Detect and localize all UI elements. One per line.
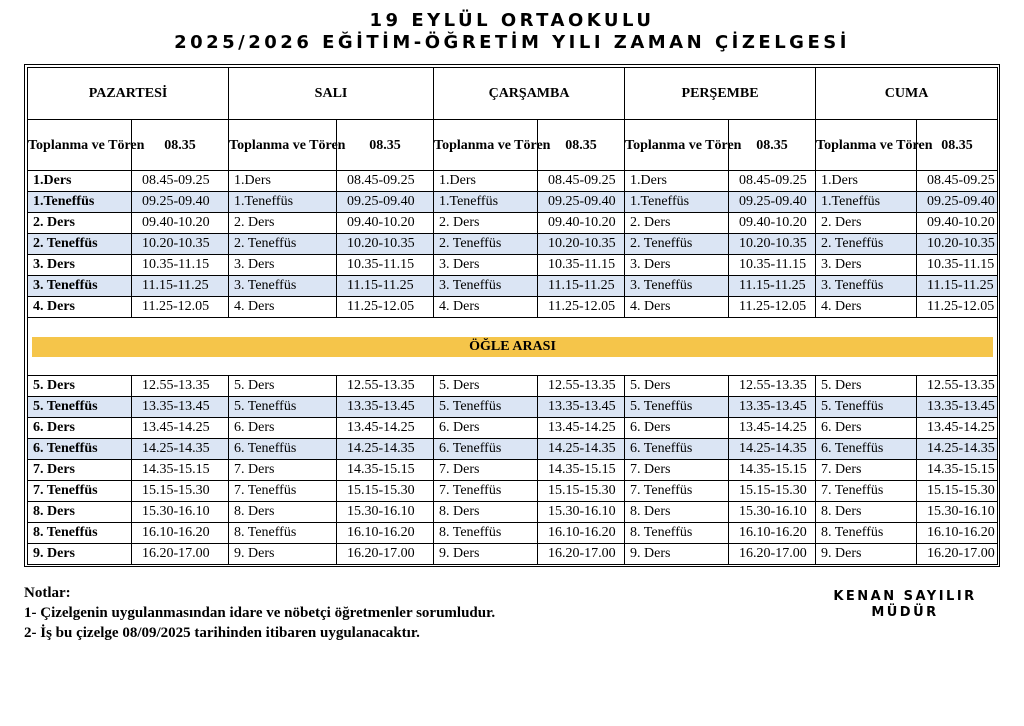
period-time: 08.45-09.25 (917, 171, 998, 192)
period-time: 09.25-09.40 (337, 192, 434, 213)
period-time: 16.20-17.00 (538, 544, 625, 565)
period-label: 7. Ders (816, 460, 917, 481)
period-label: 7. Teneffüs (434, 481, 538, 502)
period-time: 12.55-13.35 (132, 376, 229, 397)
period-label: 3. Teneffüs (28, 276, 132, 297)
period-label: 9. Ders (434, 544, 538, 565)
period-label: 8. Teneffüs (625, 523, 729, 544)
period-label: 7. Ders (434, 460, 538, 481)
period-time: 11.15-11.25 (132, 276, 229, 297)
period-label: 6. Teneffüs (434, 439, 538, 460)
table-row (28, 418, 998, 439)
period-label: 2. Ders (434, 213, 538, 234)
schedule-body (28, 68, 998, 565)
ceremony-time: 08.35 (538, 120, 625, 171)
period-time: 08.45-09.25 (132, 171, 229, 192)
period-time: 11.15-11.25 (917, 276, 998, 297)
period-time: 16.20-17.00 (729, 544, 816, 565)
period-label: 5. Teneffüs (625, 397, 729, 418)
period-time: 13.45-14.25 (538, 418, 625, 439)
table-row (28, 523, 998, 544)
table-row (28, 297, 998, 318)
period-label: 8. Teneffüs (816, 523, 917, 544)
period-label: 6. Ders (434, 418, 538, 439)
period-label: 1.Teneffüs (625, 192, 729, 213)
period-label: 3. Teneffüs (625, 276, 729, 297)
period-label: 4. Ders (816, 297, 917, 318)
period-label: 1.Ders (229, 171, 337, 192)
period-label: 3. Ders (434, 255, 538, 276)
signature-title: MÜDÜR (871, 605, 939, 620)
period-label: 7. Teneffüs (816, 481, 917, 502)
period-label: 8. Ders (229, 502, 337, 523)
period-label: 3. Ders (816, 255, 917, 276)
period-label: 1.Ders (434, 171, 538, 192)
ceremony-time: 08.35 (729, 120, 816, 171)
period-label: 8. Ders (28, 502, 132, 523)
period-label: 9. Ders (816, 544, 917, 565)
period-label: 4. Ders (625, 297, 729, 318)
period-time: 10.20-10.35 (729, 234, 816, 255)
period-time: 09.25-09.40 (538, 192, 625, 213)
period-time: 12.55-13.35 (729, 376, 816, 397)
table-row (28, 481, 998, 502)
period-time: 14.25-14.35 (917, 439, 998, 460)
table-row (28, 460, 998, 481)
ceremony-label: Toplanma ve Tören (229, 120, 337, 171)
period-time: 16.20-17.00 (917, 544, 998, 565)
period-label: 3. Ders (229, 255, 337, 276)
period-label: 4. Ders (434, 297, 538, 318)
period-label: 9. Ders (28, 544, 132, 565)
period-label: 3. Ders (625, 255, 729, 276)
ceremony-label: Toplanma ve Tören (28, 120, 132, 171)
period-label: 2. Ders (625, 213, 729, 234)
period-label: 6. Teneffüs (625, 439, 729, 460)
period-time: 08.45-09.25 (538, 171, 625, 192)
ceremony-row (28, 120, 998, 171)
table-row (28, 397, 998, 418)
period-label: 6. Teneffüs (28, 439, 132, 460)
period-time: 13.45-14.25 (337, 418, 434, 439)
period-time: 12.55-13.35 (538, 376, 625, 397)
period-label: 6. Ders (229, 418, 337, 439)
table-row (28, 376, 998, 397)
period-label: 2. Teneffüs (28, 234, 132, 255)
table-row (28, 234, 998, 255)
period-time: 10.20-10.35 (337, 234, 434, 255)
period-label: 6. Ders (28, 418, 132, 439)
period-label: 2. Ders (816, 213, 917, 234)
period-time: 14.35-15.15 (538, 460, 625, 481)
period-time: 11.25-12.05 (917, 297, 998, 318)
period-time: 09.25-09.40 (917, 192, 998, 213)
table-row (28, 502, 998, 523)
notes-block (24, 583, 495, 643)
period-label: 1.Teneffüs (816, 192, 917, 213)
period-time: 15.30-16.10 (729, 502, 816, 523)
ceremony-time: 08.35 (917, 120, 998, 171)
period-label: 5. Teneffüs (229, 397, 337, 418)
period-label: 9. Ders (625, 544, 729, 565)
period-time: 12.55-13.35 (917, 376, 998, 397)
period-time: 10.20-10.35 (538, 234, 625, 255)
period-time: 09.40-10.20 (729, 213, 816, 234)
school-title: 19 EYLÜL ORTAOKULU (369, 10, 655, 31)
period-time: 14.35-15.15 (917, 460, 998, 481)
table-row (28, 171, 998, 192)
period-label: 2. Teneffüs (434, 234, 538, 255)
period-time: 08.45-09.25 (729, 171, 816, 192)
table-row (28, 255, 998, 276)
period-label: 3. Teneffüs (434, 276, 538, 297)
period-time: 14.35-15.15 (729, 460, 816, 481)
period-label: 7. Ders (28, 460, 132, 481)
period-time: 11.25-12.05 (538, 297, 625, 318)
period-label: 8. Ders (434, 502, 538, 523)
period-time: 12.55-13.35 (337, 376, 434, 397)
period-label: 3. Teneffüs (816, 276, 917, 297)
period-time: 15.15-15.30 (729, 481, 816, 502)
period-time: 11.25-12.05 (729, 297, 816, 318)
day-wednesday: ÇARŞAMBA (434, 68, 625, 120)
period-time: 08.45-09.25 (337, 171, 434, 192)
period-time: 15.15-15.30 (337, 481, 434, 502)
period-label: 3. Teneffüs (229, 276, 337, 297)
notes-heading: Notlar: (24, 585, 71, 601)
period-label: 7. Teneffüs (28, 481, 132, 502)
ceremony-label: Toplanma ve Tören (816, 120, 917, 171)
period-time: 09.25-09.40 (132, 192, 229, 213)
day-monday: PAZARTESİ (28, 68, 229, 120)
period-time: 15.30-16.10 (538, 502, 625, 523)
period-label: 7. Teneffüs (625, 481, 729, 502)
period-label: 5. Ders (816, 376, 917, 397)
ceremony-time: 08.35 (337, 120, 434, 171)
period-label: 1.Teneffüs (28, 192, 132, 213)
period-time: 14.25-14.35 (538, 439, 625, 460)
period-time: 10.35-11.15 (132, 255, 229, 276)
day-header-row (28, 68, 998, 120)
table-row (28, 192, 998, 213)
period-label: 7. Ders (229, 460, 337, 481)
lunch-cell (28, 318, 998, 376)
period-label: 6. Ders (625, 418, 729, 439)
period-label: 1.Ders (28, 171, 132, 192)
period-time: 14.35-15.15 (132, 460, 229, 481)
period-time: 09.25-09.40 (729, 192, 816, 213)
period-time: 15.15-15.30 (538, 481, 625, 502)
period-label: 6. Teneffüs (816, 439, 917, 460)
period-time: 13.45-14.25 (132, 418, 229, 439)
table-row (28, 544, 998, 565)
period-time: 10.35-11.15 (337, 255, 434, 276)
period-time: 16.20-17.00 (132, 544, 229, 565)
period-label: 6. Ders (816, 418, 917, 439)
period-time: 13.35-13.45 (729, 397, 816, 418)
period-label: 6. Teneffüs (229, 439, 337, 460)
period-time: 15.30-16.10 (337, 502, 434, 523)
period-time: 16.10-16.20 (538, 523, 625, 544)
period-time: 10.20-10.35 (132, 234, 229, 255)
schedule-subtitle: 2025/2026 EĞİTİM-ÖĞRETİM YILI ZAMAN ÇİZELGESİ (174, 32, 850, 53)
period-time: 16.20-17.00 (337, 544, 434, 565)
period-time: 13.35-13.45 (337, 397, 434, 418)
period-label: 8. Teneffüs (28, 523, 132, 544)
period-label: 5. Teneffüs (434, 397, 538, 418)
period-time: 13.35-13.45 (132, 397, 229, 418)
ceremony-label: Toplanma ve Tören (434, 120, 538, 171)
schedule-table (27, 67, 998, 565)
period-label: 8. Teneffüs (434, 523, 538, 544)
period-time: 15.30-16.10 (132, 502, 229, 523)
period-label: 8. Ders (816, 502, 917, 523)
period-time: 14.25-14.35 (132, 439, 229, 460)
period-label: 8. Ders (625, 502, 729, 523)
period-label: 9. Ders (229, 544, 337, 565)
day-tuesday: SALI (229, 68, 434, 120)
lunch-break-bar: ÖĞLE ARASI (32, 337, 993, 357)
period-time: 11.15-11.25 (337, 276, 434, 297)
period-label: 5. Ders (229, 376, 337, 397)
period-time: 13.45-14.25 (729, 418, 816, 439)
table-row (28, 276, 998, 297)
period-time: 11.15-11.25 (538, 276, 625, 297)
ceremony-label: Toplanma ve Tören (625, 120, 729, 171)
period-time: 13.35-13.45 (538, 397, 625, 418)
period-time: 14.35-15.15 (337, 460, 434, 481)
period-time: 16.10-16.20 (337, 523, 434, 544)
period-time: 09.40-10.20 (917, 213, 998, 234)
period-time: 13.45-14.25 (917, 418, 998, 439)
note-item: 2- İş bu çizelge 08/09/2025 tarihinden itibaren uygulanacaktır. (24, 625, 420, 641)
day-friday: CUMA (816, 68, 998, 120)
period-label: 2. Teneffüs (229, 234, 337, 255)
period-label: 5. Ders (28, 376, 132, 397)
period-time: 14.25-14.35 (337, 439, 434, 460)
period-label: 2. Ders (229, 213, 337, 234)
period-label: 2. Teneffüs (625, 234, 729, 255)
period-time: 10.35-11.15 (917, 255, 998, 276)
period-time: 16.10-16.20 (132, 523, 229, 544)
ceremony-time: 08.35 (132, 120, 229, 171)
period-label: 4. Ders (28, 297, 132, 318)
period-time: 10.35-11.15 (538, 255, 625, 276)
note-item: 1- Çizelgenin uygulanmasından idare ve nöbetçi öğretmenler sorumludur. (24, 605, 496, 621)
signature-name: KENAN SAYILIR (833, 589, 977, 604)
period-time: 09.40-10.20 (538, 213, 625, 234)
period-label: 2. Teneffüs (816, 234, 917, 255)
period-time: 14.25-14.35 (729, 439, 816, 460)
period-label: 1.Ders (816, 171, 917, 192)
period-label: 5. Teneffüs (28, 397, 132, 418)
period-label: 5. Teneffüs (816, 397, 917, 418)
period-label: 2. Ders (28, 213, 132, 234)
table-row (28, 439, 998, 460)
period-label: 5. Ders (434, 376, 538, 397)
period-time: 09.40-10.20 (132, 213, 229, 234)
period-label: 1.Teneffüs (229, 192, 337, 213)
period-time: 15.30-16.10 (917, 502, 998, 523)
period-label: 3. Ders (28, 255, 132, 276)
period-time: 13.35-13.45 (917, 397, 998, 418)
period-time: 10.20-10.35 (917, 234, 998, 255)
period-time: 15.15-15.30 (132, 481, 229, 502)
period-time: 16.10-16.20 (917, 523, 998, 544)
period-label: 1.Teneffüs (434, 192, 538, 213)
period-time: 11.25-12.05 (132, 297, 229, 318)
period-time: 09.40-10.20 (337, 213, 434, 234)
period-label: 1.Ders (625, 171, 729, 192)
lunch-row (28, 318, 998, 376)
period-label: 5. Ders (625, 376, 729, 397)
period-time: 11.25-12.05 (337, 297, 434, 318)
period-time: 16.10-16.20 (729, 523, 816, 544)
period-label: 8. Teneffüs (229, 523, 337, 544)
table-row (28, 213, 998, 234)
period-label: 7. Teneffüs (229, 481, 337, 502)
period-label: 4. Ders (229, 297, 337, 318)
period-time: 15.15-15.30 (917, 481, 998, 502)
period-label: 7. Ders (625, 460, 729, 481)
period-time: 11.15-11.25 (729, 276, 816, 297)
day-thursday: PERŞEMBE (625, 68, 816, 120)
period-time: 10.35-11.15 (729, 255, 816, 276)
